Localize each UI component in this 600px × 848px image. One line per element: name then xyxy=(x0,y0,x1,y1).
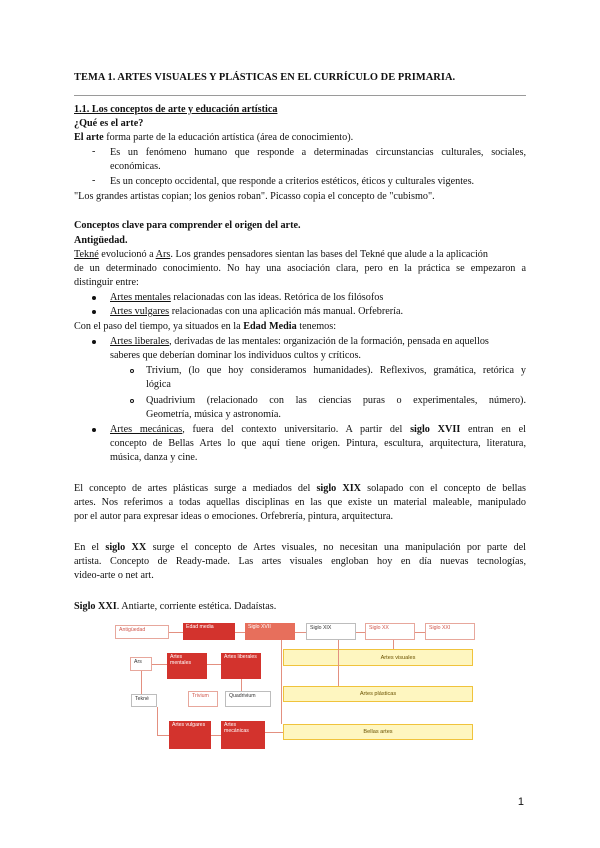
diagram-node-artes-mecanicas: Artes mecánicas xyxy=(221,721,265,749)
diagram-node-tekne: Tekné xyxy=(131,694,157,707)
diagram-arrow xyxy=(207,664,221,665)
diagram-arrow xyxy=(393,640,394,649)
diagram-arrow xyxy=(169,632,183,633)
diagram-arrow xyxy=(235,632,245,633)
page-title: TEMA 1. ARTES VISUALES Y PLÁSTICAS EN EL CURRÍCULO DE PRIMARIA. xyxy=(74,72,456,83)
paragraph-line: Siglo XXI. Antiarte, corriente estética. Dadaístas. xyxy=(74,601,277,612)
dash-marker: - xyxy=(92,146,96,157)
dash-item-text: Es un fenómeno humano que responde a determinadas circunstancias culturales, sociales, xyxy=(110,147,526,158)
diagram-arrow xyxy=(356,632,365,633)
diagram-node-siglo-xx: Siglo XX xyxy=(365,623,415,640)
diagram-arrow xyxy=(338,640,339,686)
paragraph-line: video-arte o net art. xyxy=(74,570,154,581)
dash-item-text: Es un concepto occidental, que responde a criterios estéticos, éticos y culturales vigentes. xyxy=(110,176,475,187)
concept-diagram xyxy=(113,619,486,754)
diagram-arrow xyxy=(211,735,221,736)
bullet-item: Artes mentales relacionadas con las ideas. Retórica de los filósofos xyxy=(110,292,384,303)
sub-bullet-marker xyxy=(130,399,134,403)
diagram-node-artes-liberales: Artes liberales xyxy=(221,653,261,679)
dash-item-text: económicas. xyxy=(110,161,161,172)
paragraph-line: artista. Concepto de Ready-made. Las artes visuales engloban hoy en día nuevas tecnologías, xyxy=(74,556,526,567)
diagram-arrow xyxy=(415,632,425,633)
sub-bullet-item-cont: Geometría, música y astronomía. xyxy=(146,409,281,420)
diagram-arrow xyxy=(265,732,283,733)
sub-bullet-item: Quadrivium (relacionado con las ciencias puras o experimentales, número). xyxy=(146,395,526,406)
question-heading: ¿Qué es el arte? xyxy=(74,118,144,129)
intro-bold: El arte xyxy=(74,132,104,143)
diagram-arrow xyxy=(152,664,167,665)
bullet-item: Artes liberales, derivadas de las mentales: organización de la formación, pensada en aquellos xyxy=(110,336,489,347)
diagram-arrow xyxy=(157,735,169,736)
bullet-item: Artes mecánicas, fuera del contexto universitario. A partir del siglo XVII entran en el xyxy=(110,424,526,435)
diagram-arrow xyxy=(241,679,242,691)
diagram-bar-bellas-artes: Bellas artes xyxy=(283,724,473,740)
diagram-node-antiguedad: Antigüedad xyxy=(115,625,169,639)
diagram-node-artes-vulgares: Artes vulgares xyxy=(169,721,211,749)
bullet-item: Artes vulgares relacionadas con una aplicación más manual. Orfebrería. xyxy=(110,306,404,317)
page-number: 1 xyxy=(517,796,524,808)
paragraph-line: Tekné evolucionó a Ars. Los grandes pensadores sientan las bases del Tekné que alude a la aplicación xyxy=(74,249,488,260)
diagram-node-edad-media: Edad media xyxy=(183,623,235,640)
paragraph-line: distinguir entre: xyxy=(74,277,139,288)
intro-line xyxy=(74,131,353,144)
diagram-node-trivium: Trivium xyxy=(188,691,218,707)
diagram-bar-artes-visuales: Artes visuales xyxy=(283,649,473,666)
sub-bullet-item: Trivium, (lo que hoy consideramos humanidades). Reflexivos, gramática, retórica y xyxy=(146,365,526,376)
bullet-marker xyxy=(92,310,96,314)
diagram-arrow xyxy=(141,671,142,694)
diagram-bar-artes-plasticas: Artes plásticas xyxy=(283,686,473,702)
section-heading: 1.1. Los conceptos de arte y educación artística xyxy=(74,104,278,115)
bullet-item-cont: concepto de Bellas Artes lo que aquí tiene origen. Pintura, escultura, arquitectura, literatura, xyxy=(110,438,526,449)
diagram-node-quadrivium: Quadrivium xyxy=(225,691,271,707)
diagram-node-siglo-xxi: Siglo XXI xyxy=(425,623,475,640)
bullet-marker xyxy=(92,296,96,300)
paragraph-line: por el autor para expresar ideas o emociones. Orfebrería, pintura, arquitectura. xyxy=(74,511,394,522)
paragraph-line: de un determinado conocimiento. No hay una asociación clara, pero en la práctica se empezaron a xyxy=(74,263,526,274)
diagram-node-siglo-xix: Siglo XIX xyxy=(306,623,356,640)
diagram-arrow xyxy=(281,640,282,724)
title-divider xyxy=(74,95,526,96)
dash-marker: - xyxy=(92,175,96,186)
concepts-heading: Conceptos clave para comprender el origen del arte. xyxy=(74,220,301,231)
paragraph-line: artes. Nos referimos a todas aquellas disciplinas en las que existe un material maleable, manipulado xyxy=(74,497,526,508)
diagram-node-artes-mentales: Artes mentales xyxy=(167,653,207,679)
picasso-quote: "Los grandes artistas copian; los genios roban". Picasso copia el concepto de "cubismo". xyxy=(74,191,435,202)
paragraph-line: En el siglo XX surge el concepto de Artes visuales, no necesitan una manipulación por parte del xyxy=(74,542,527,553)
bullet-marker xyxy=(92,428,96,432)
paragraph-line: El concepto de artes plásticas surge a mediados del siglo XIX solapado con el concepto de bellas xyxy=(74,483,526,494)
antiguedad-heading: Antigüedad. xyxy=(74,235,128,246)
sub-bullet-item-cont: lógica xyxy=(146,379,171,390)
sub-bullet-marker xyxy=(130,369,134,373)
diagram-node-siglo-xvii: Siglo XVII xyxy=(245,623,295,640)
diagram-arrow xyxy=(157,707,158,735)
diagram-node-ars: Ars xyxy=(130,657,152,671)
diagram-arrow xyxy=(295,632,306,633)
bullet-marker xyxy=(92,340,96,344)
bullet-item-cont: saberes que deberían dominar los individuos cultos y críticos. xyxy=(110,350,361,361)
bullet-item-cont: música, danza y cine. xyxy=(110,452,198,463)
intro-rest: forma parte de la educación artística (área de conocimiento). xyxy=(103,132,354,143)
paragraph-line: Con el paso del tiempo, ya situados en la Edad Media tenemos: xyxy=(74,321,337,332)
